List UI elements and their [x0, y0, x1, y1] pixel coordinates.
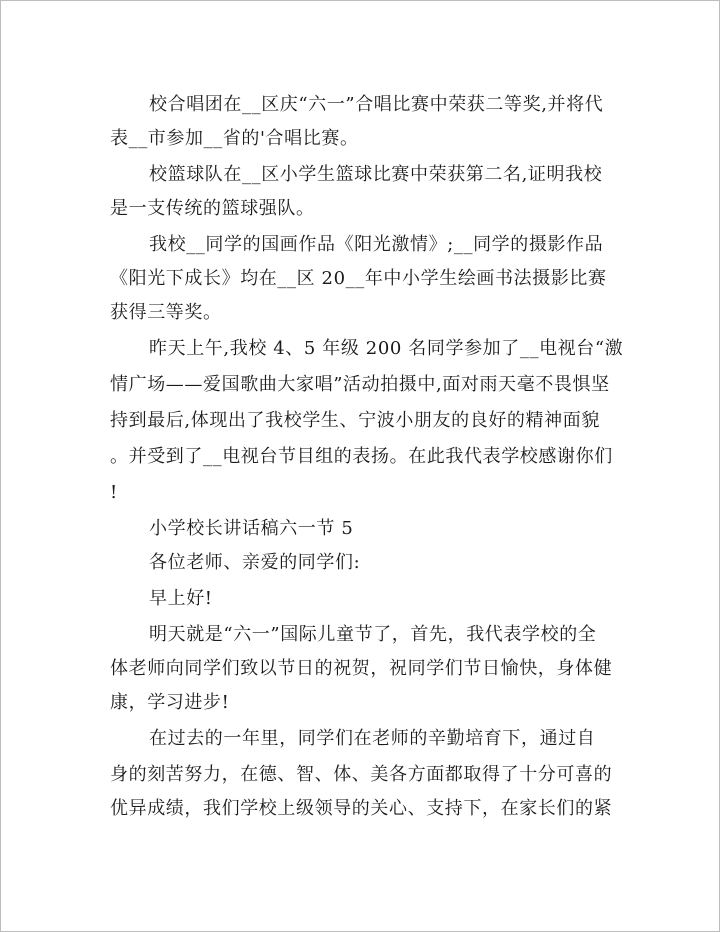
greeting: 早上好!	[149, 588, 213, 609]
text-line: 在过去的一年里，同学们在老师的辛勤培育下，通过自	[149, 728, 596, 749]
text-line: 《阳光下成长》均在__区 20__年中小学生绘画书法摄影比赛	[110, 268, 607, 289]
text-line: 情广场——爱国歌曲大家唱”活动拍摄中,面对雨天毫不畏惧坚	[110, 374, 610, 395]
text-line: 体老师向同学们致以节日的祝贺，祝同学们节日愉快，身体健	[110, 658, 613, 679]
salutation: 各位老师、亲爱的同学们:	[149, 552, 361, 573]
text-line: 明天就是“六一”国际儿童节了，首先，我代表学校的全	[149, 624, 597, 645]
text-line: 表__市参加__省的'合唱比赛。	[110, 128, 359, 149]
text-line: 我校__同学的国画作品《阳光激情》;__同学的摄影作品	[149, 234, 604, 255]
text-line: 持到最后,体现出了我校学生、宁波小朋友的良好的精神面貌	[110, 410, 600, 431]
text-line: 康，学习进步!	[110, 692, 230, 713]
text-line: 。并受到了__电视台节目组的表扬。在此我代表学校感谢你们	[110, 446, 613, 467]
text-line: 校合唱团在__区庆“六一”合唱比赛中荣获二等奖,并将代	[149, 94, 604, 115]
text-line: 身的刻苦努力，在德、智、体、美各方面都取得了十分可喜的	[110, 764, 613, 785]
text-line: 校篮球队在__区小学生篮球比赛中荣获第二名,证明我校	[149, 164, 603, 185]
section-heading: 小学校长讲话稿六一节 5	[149, 518, 354, 539]
text-line: 获得三等奖。	[110, 302, 222, 323]
text-line: 优异成绩，我们学校上级领导的关心、支持下，在家长们的紧	[110, 798, 613, 819]
text-line: 昨天上午,我校 4、5 年级 200 名同学参加了__电视台“激	[149, 338, 624, 359]
text-line: 是一支传统的篮球强队。	[110, 198, 315, 219]
text-line: !	[110, 482, 118, 503]
